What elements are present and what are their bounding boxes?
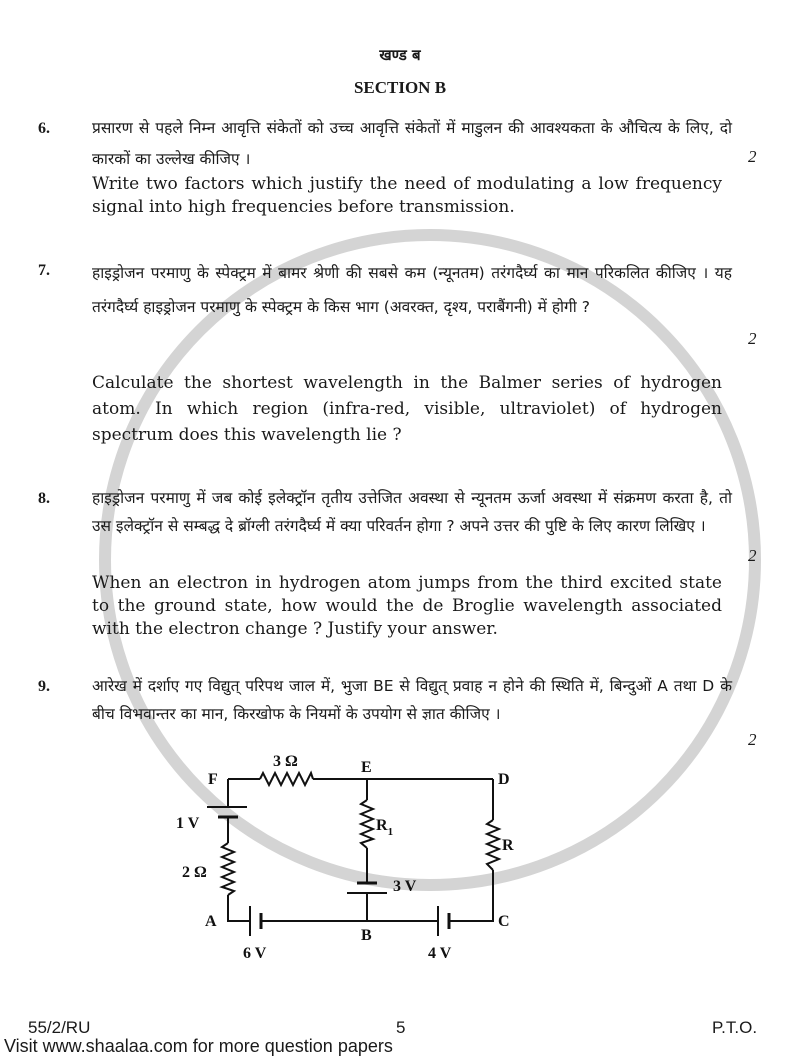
node-e: E bbox=[361, 759, 372, 776]
question-number: 8. bbox=[38, 490, 50, 507]
label-1v: 1 V bbox=[176, 815, 200, 832]
node-c: C bbox=[498, 913, 510, 930]
question-hindi: हाइड्रोजन परमाणु के स्पेक्ट्रम में बामर श्रेणी की सबसे कम (न्यूनतम) तरंगदैर्घ्य का मान परिकलित कीजिए । यह तरंगदैर्घ्य हाइड्रोजन परमाणु के स्पेक्ट्रम के किस भाग (अवरक्त, दृश्य, पराबैंगनी) में होगी ? bbox=[92, 264, 732, 316]
question-marks: 2 bbox=[748, 147, 757, 166]
node-f: F bbox=[208, 771, 218, 788]
question-hindi: प्रसारण से पहले निम्न आवृत्ति संकेतों को उच्च आवृत्ति संकेतों में माडुलन की आवश्यकता के औचित्य के लिए, दो कारकों का उल्लेख कीजिए । bbox=[92, 119, 732, 168]
node-a: A bbox=[205, 913, 217, 930]
resistor-r1 bbox=[361, 800, 373, 848]
question-number: 6. bbox=[38, 120, 50, 137]
visit-link[interactable]: Visit www.shaalaa.com for more question papers bbox=[4, 1036, 393, 1056]
question-english: Calculate the shortest wavelength in the Balmer series of hydrogen atom. In which region (infra-red, visible, ultraviolet) of hydrogen spectrum does this wavelength lie ? bbox=[92, 373, 722, 445]
page-number: 5 bbox=[396, 1018, 406, 1037]
label-4v: 4 V bbox=[428, 945, 452, 962]
question-marks: 2 bbox=[748, 730, 757, 749]
label-r: R bbox=[502, 837, 514, 854]
paper-code: 55/2/RU bbox=[28, 1018, 91, 1037]
question-hindi: आरेख में दर्शाए गए विद्युत् परिपथ जाल में, भुजा BE से विद्युत् प्रवाह न होने की स्थिति में, बिन्दुओं A तथा D के बीच विभवान्तर का मान, किरखोफ के नियमों के उपयोग से ज्ञात कीजिए । bbox=[92, 677, 732, 723]
question-hindi: हाइड्रोजन परमाणु में जब कोई इलेक्ट्रॉन तृतीय उत्तेजित अवस्था से न्यूनतम ऊर्जा अवस्था में संक्रमण करता है, तो उस इलेक्ट्रॉन से सम्बद्ध दे ब्रॉग्ली तरंगदैर्घ्य में क्या परिवर्तन होगा ? अपने उत्तर की पुष्टि के लिए कारण लिखिए । bbox=[92, 489, 732, 535]
label-3v: 3 V bbox=[393, 878, 417, 895]
pto-label: P.T.O. bbox=[712, 1018, 758, 1037]
question-marks: 2 bbox=[748, 329, 757, 348]
node-d: D bbox=[498, 771, 510, 788]
question-number: 9. bbox=[38, 678, 50, 695]
label-6v: 6 V bbox=[243, 945, 267, 962]
question-number: 7. bbox=[38, 262, 50, 279]
question-marks: 2 bbox=[748, 546, 757, 565]
resistor-3ohm bbox=[260, 773, 313, 785]
label-3ohm: 3 Ω bbox=[273, 753, 298, 770]
label-2ohm: 2 Ω bbox=[182, 864, 207, 881]
resistor-2ohm bbox=[222, 843, 234, 895]
section-hindi-title: खण्ड ब bbox=[379, 46, 421, 64]
resistor-r bbox=[487, 820, 499, 870]
section-title: SECTION B bbox=[353, 78, 447, 97]
question-english: Write two factors which justify the need of modulating a low frequency signal into high frequencies before transmission. bbox=[92, 174, 722, 217]
node-b: B bbox=[361, 927, 372, 944]
label-r1: $R_1$ bbox=[376, 817, 394, 838]
question-english: When an electron in hydrogen atom jumps from the third excited state to the ground state, how would the de Broglie wavelength associated with the electron change ? Justify your answer. bbox=[92, 573, 722, 639]
